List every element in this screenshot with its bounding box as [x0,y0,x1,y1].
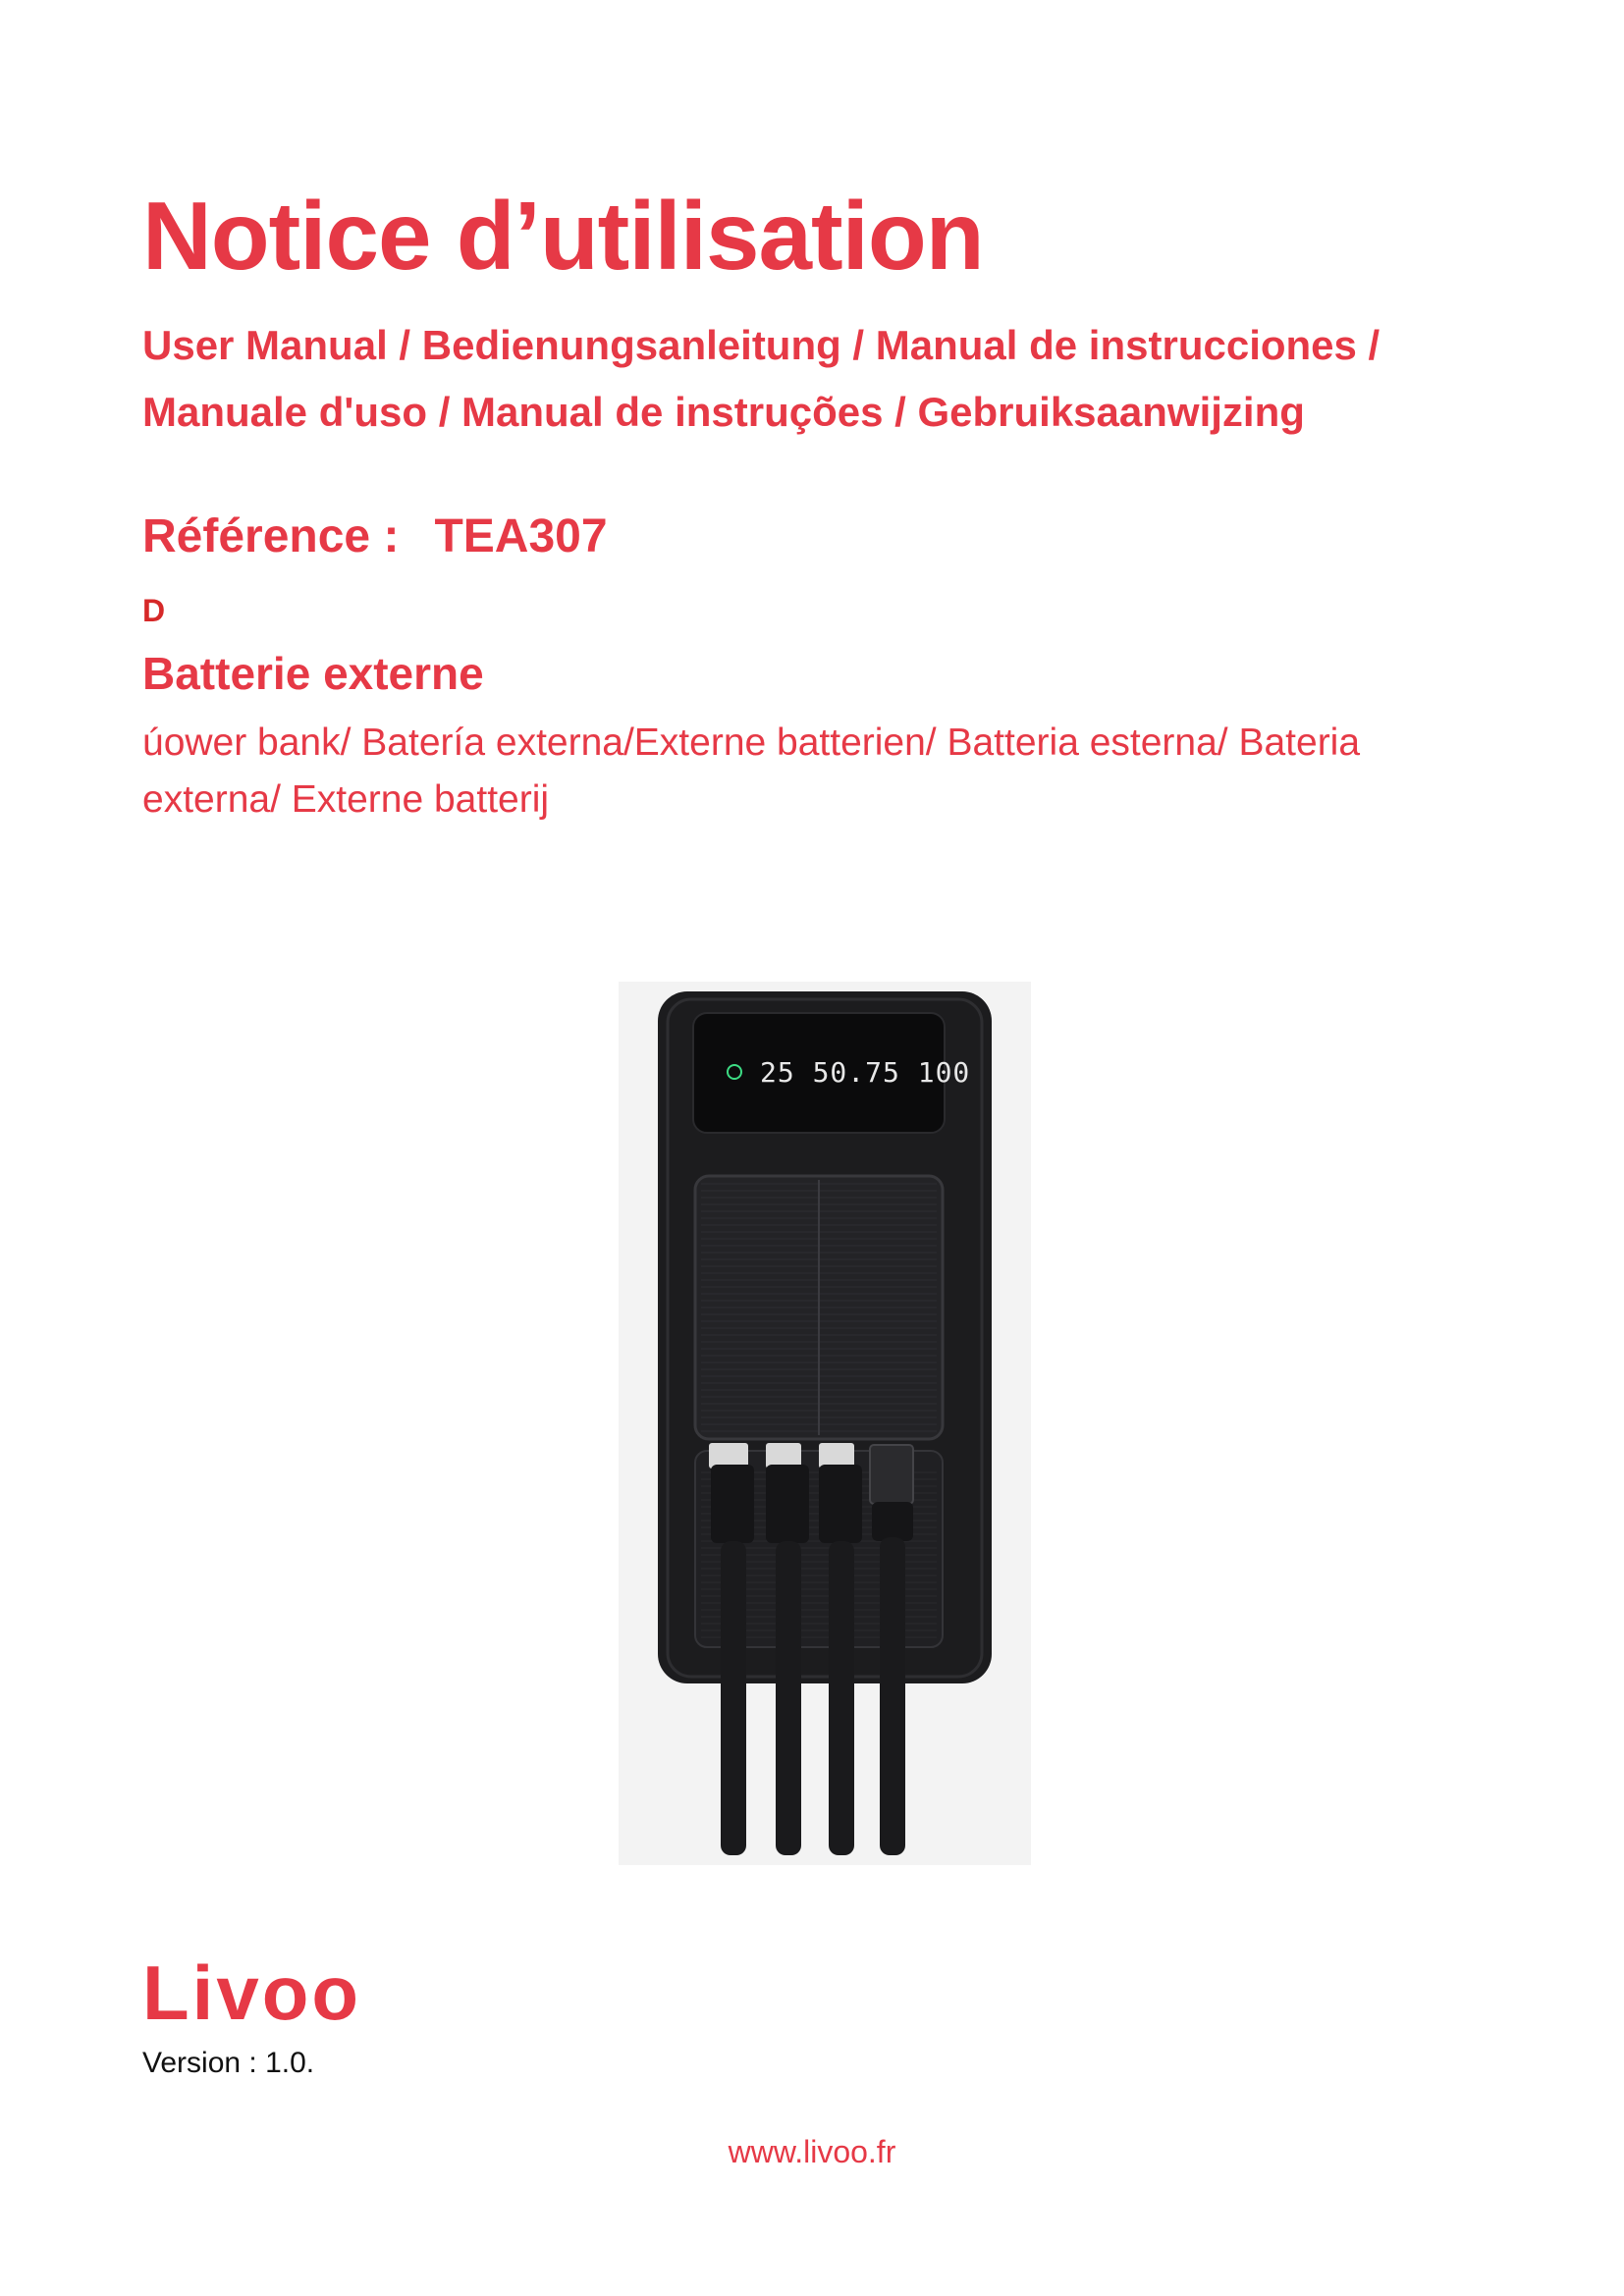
product-translations-line: úower bank/ Batería externa/Externe batterien/ Batteria esterna/ Bateria [142,721,1361,764]
website-link[interactable]: www.livoo.fr [728,2134,896,2169]
usb-a-connector [870,1445,913,1504]
manual-translations-line: Manuale d'uso / Manual de instruções / Gebruiksaanwijzing [142,389,1305,435]
manual-translations [142,312,1537,446]
power-bank-image [619,982,1031,1865]
cable [829,1541,854,1855]
reference [142,506,608,568]
reference-label: Référence : [142,510,400,562]
page-title: Notice d’utilisation [142,182,984,290]
version-label: Version : 1.0. [142,2047,315,2079]
marker-letter: D [142,593,166,628]
cable [721,1541,746,1855]
cable [776,1541,801,1855]
display-readout: 25 50.75 100 [760,1056,971,1089]
product-translations [142,715,1537,828]
manual-translations-line: User Manual / Bedienungsanleitung / Manual de instrucciones / [142,322,1380,368]
cable [880,1537,905,1855]
reference-code: TEA307 [434,510,608,562]
product-translations-line: externa/ Externe batterij [142,778,550,821]
product-title: Batterie externe [142,648,484,699]
livoo-logo: Livoo [142,1949,361,2036]
